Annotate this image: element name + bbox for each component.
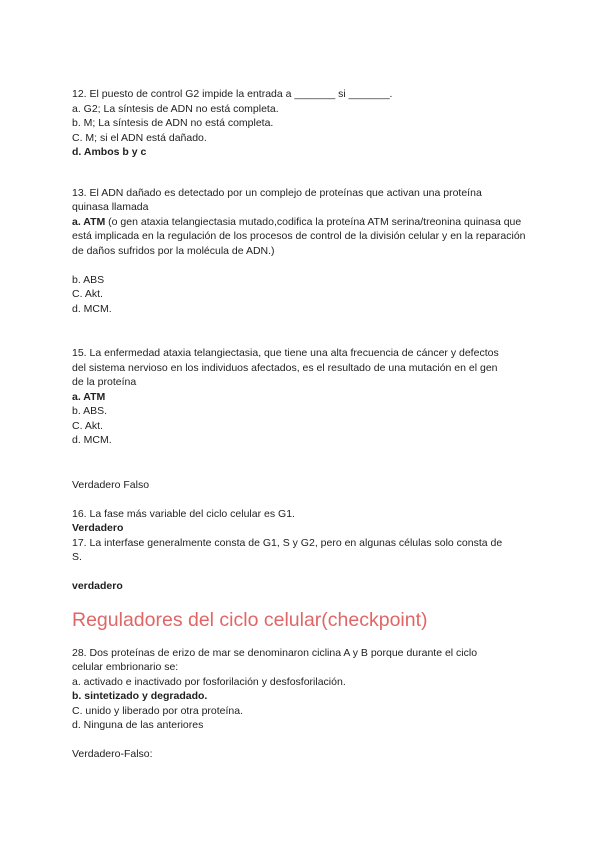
question-stem-line-2: del sistema nervioso en los individuos afectados, es el resultado de una mutación en el gen — [72, 361, 498, 374]
option-d: d. MCM. — [72, 434, 112, 446]
question-stem-line-2: celular embrionario se: — [72, 661, 179, 673]
option-c: C. Akt. — [72, 288, 103, 300]
option-c: C. M; si el ADN está dañado. — [72, 131, 207, 144]
option-b: b. ABS. — [72, 405, 108, 417]
option-b: b. ABS — [72, 273, 105, 286]
answer-note: (o gen ataxia telangiectasia mutado,codifica la proteína ATM serina/treonina quinasa que está implicada en la regulación de los procesos de control de la división celular y en la reparación de daños sufridos por la molécula de ADN.) — [72, 215, 526, 257]
section-label: Verdadero Falso — [72, 478, 150, 491]
option-a-answer: a. ATM — [72, 215, 106, 228]
option-a: a. G2; La síntesis de ADN no está completa. — [72, 102, 279, 115]
option-c: C. unido y liberado por otra proteína. — [72, 704, 244, 717]
question-16-answer: Verdadero — [72, 522, 124, 534]
option-c: C. Akt. — [72, 419, 103, 432]
section-heading: Reguladores del ciclo celular(checkpoint) — [72, 608, 428, 631]
question-15 — [72, 346, 532, 448]
option-d: d. MCM. — [72, 302, 112, 315]
question-12 — [72, 87, 532, 160]
answer-explanation — [72, 215, 532, 259]
question-stem-line-3: de la proteína — [72, 376, 137, 388]
question-stem-line-2: quinasa llamada — [72, 201, 149, 213]
option-d: d. Ninguna de las anteriores — [72, 719, 204, 731]
option-a: a. activado e inactivado por fosforilación y desfosforilación. — [72, 675, 346, 688]
true-false-section-1 — [72, 478, 532, 594]
question-stem: 12. El puesto de control G2 impide la entrada a _______ si _______. — [72, 88, 393, 100]
question-13 — [72, 186, 532, 317]
option-b-answer: b. sintetizado y degradado. — [72, 690, 208, 702]
document-content — [72, 87, 532, 761]
option-d-answer: d. Ambos b y c — [72, 146, 147, 158]
question-17-line-1: 17. La interfase generalmente consta de G1, S y G2, pero en algunas células solo consta de — [72, 536, 503, 549]
question-28 — [72, 646, 532, 733]
option-a-answer: a. ATM — [72, 390, 106, 403]
question-17-line-2: S. — [72, 551, 82, 563]
true-false-section-2-label: Verdadero-Falso: — [72, 747, 153, 760]
question-stem-line-1: 28. Dos proteínas de erizo de mar se denominaron ciclina A y B porque durante el ciclo — [72, 646, 478, 659]
question-17-answer: verdadero — [72, 580, 123, 592]
question-16: 16. La fase más variable del ciclo celular es G1. — [72, 507, 295, 520]
question-stem-line-1: 13. El ADN dañado es detectado por un complejo de proteínas que activan una proteína — [72, 186, 482, 199]
question-stem-line-1: 15. La enfermedad ataxia telangiectasia, que tiene una alta frecuencia de cáncer y defectos — [72, 347, 499, 359]
option-b: b. M; La síntesis de ADN no está completa. — [72, 117, 274, 129]
